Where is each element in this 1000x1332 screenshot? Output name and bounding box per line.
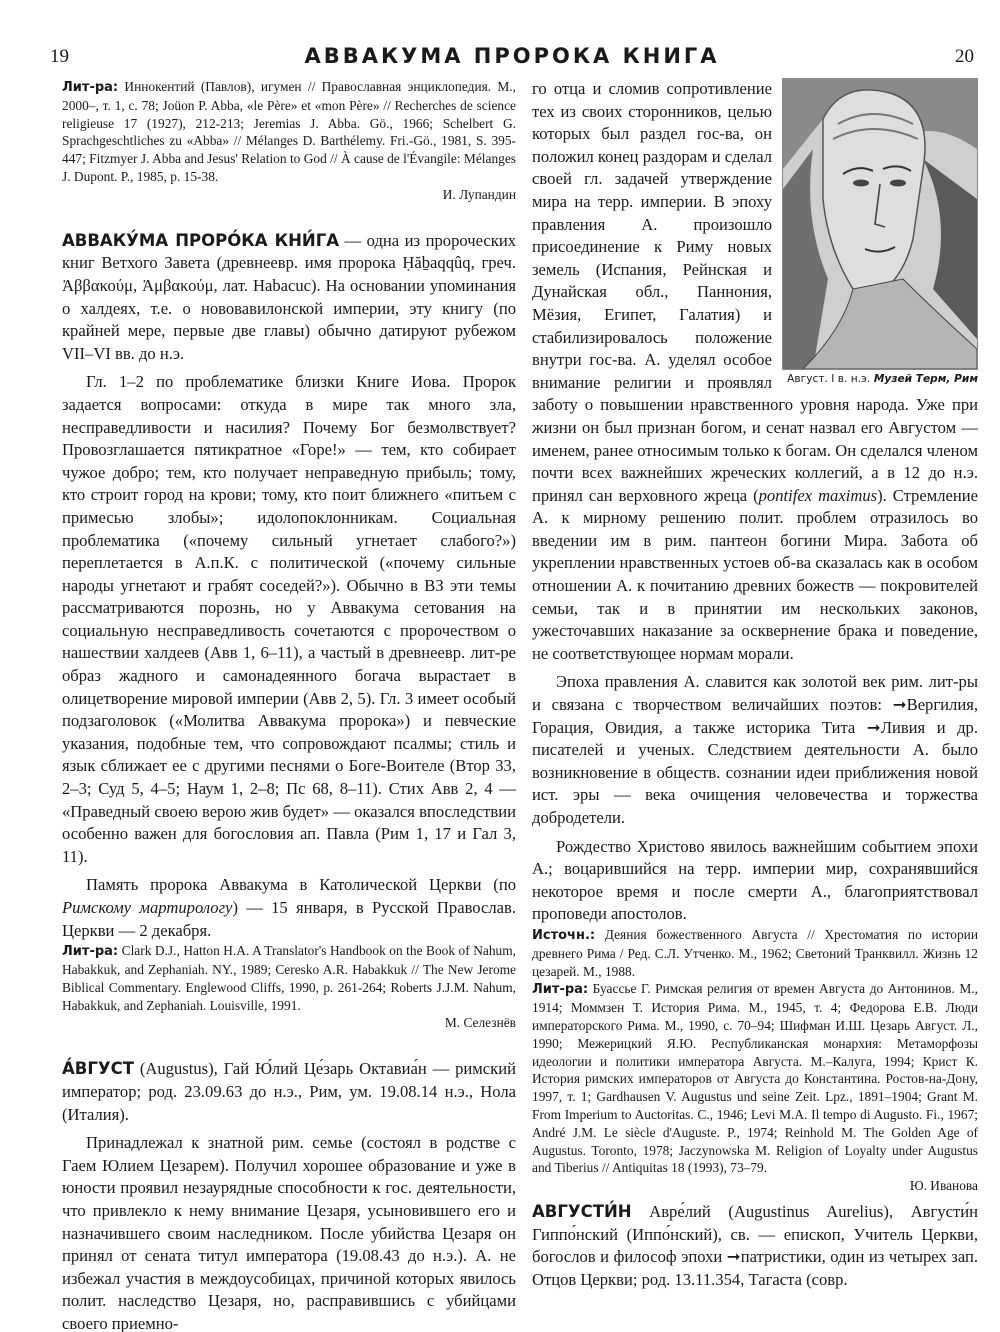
right-column xyxy=(532,78,978,1292)
article-heading-augustine: АВГУСТИ́Н xyxy=(532,1202,632,1222)
article-heading-habakkuk: АВВАКУ́МА ПРОРО́КА КНИ́ГА xyxy=(62,230,340,250)
literature-label: Лит-ра: xyxy=(62,944,119,960)
page-number-left: 19 xyxy=(50,46,69,67)
left-column xyxy=(62,78,516,1332)
running-title: АВВАКУМА ПРОРОКА КНИГА xyxy=(304,44,720,68)
literature-text: Иннокентий (Павлов), игумен // Православная энциклопедия. М., 2000–, т. 1, с. 78; Joüon P. Abba, «le Père» et «mon Père» // Recherches de science religieuse 17 (1927), 212-213; Jeremias J. Abba. Gö., 1966; Schelbert G. Sprachgeschtliches zu «Abba» // Mélanges D. Barthélemy. Fri.-Gö., 1981, S. 395-447; Fitzmyer J. Abba and Jesus' Relation to God // À cause de l'Évangile: Mélanges J. Dupont. P., 1985, p. 15-38. xyxy=(62,79,516,184)
augustus-intro-text: (Augustus), Гай Ю́лий Це́зарь Октавиа́н — римский император; род. 23.09.63 до н.э., Рим, ум. 19.08.14 н.э., Нола (Италия). xyxy=(62,1059,516,1124)
article-augustine-intro xyxy=(532,1201,978,1291)
sources-text: Деяния божественного Августа // Хрестоматия по истории древнего Рима / Ред. С.Л. Утченко. М., 1962; Светоний Транквилл. Жизнь 12 цезарей. М., 1988. xyxy=(532,926,978,979)
article-habakkuk-intro xyxy=(62,230,516,366)
sources-augustus xyxy=(532,926,978,980)
literature-text: Буассье Г. Римская религия от времен Августа до Антонинов. М., 1914; Моммзен Т. История Рима. М., 1945, т. 4; Федорова Е.В. Люди императорского Рима. М., 1990, с. 70–94; Шифман И.Ш. Цезарь Август. Л., 1990; Межерицкий Я.Ю. Республиканская монархия: Метаморфозы идеологии и политики императора Августа. М.–Калуга, 1994; Крист К. История римских императоров от Августа до Константина. Ростов-на-Дону, 1997, т. 1; Gardhausen V. Augustus und seine Zeit. Lpz., 1891–1904; Grant M. From Imperium to Auctoritas. C., 1946; Levi M.A. Il tempo di Augusto. Fi., 1967; André J.M. Le siècle d'Auguste. P., 1974; Reinhold M. The Golden Age of Augustus. Toronto, 1978; Jaczynowska M. Religion of Loyalty under Augustus and Tiberius // Antiquitas 18 (1993), 73–79. xyxy=(532,981,978,1176)
augustus-paragraph-nativity: Рождество Христово явилось важнейшим событием эпохи А.; воцарившийся на терр. империи мир, сохранявшийся некоторое время и после смерти А., благоприятствовал проповеди апостолов. xyxy=(532,836,978,924)
page-header xyxy=(50,44,974,72)
habakkuk-paragraph-3 xyxy=(62,874,516,942)
augustus-bust-photo-icon xyxy=(782,78,978,370)
author-signature: Ю. Иванова xyxy=(909,1178,978,1194)
p3-text-b: ) — 15 января, в Русской Православ. Церкви — 2 декабря. xyxy=(62,898,517,940)
article-heading-augustus: А́ВГУСТ xyxy=(62,1059,134,1079)
p1-text-a: го отца и сломив сопротивление тех из своих сторонников, целью которых был раздел гос-ва, он положил конец раздорам и сделал своей гл. задачей утверждение мира на терр. империи. В эпоху правления А. произошло присоединение к Риму новых земель (Испания, Рейнская и Дунайская обл., Паннония, Мёзия, Египет, Галатия) и стабилизировалось положение внутри гос-ва. А. уделял особое внимание религии и проявлял заботу о повышении нравственного уровня народа. Уже при жизни он был признан богом, и сенат назвал его Августом — именем, ранее относимым только к богам. Он сделался членом почти всех важнейших жреческих коллегий, а в 12 до н.э. принял сан верховного жреца ( xyxy=(532,79,978,505)
habakkuk-paragraph-2: Гл. 1–2 по проблематике близки Книге Иова. Пророк задается вопросами: откуда в мире так много зла, несправедливости и насилия? Почему Бог безмолвствует? Провозглашается пятикратное «Горе!» — тем, кто собирает чужое добро; тем, кто получает неправедную прибыль; тому, кто строит город на крови; тому, кто поит ближнего «питьем с примесью злобы»; идолопоклонникам. Социальная проблематика («почему сильный угнетает слабого?») переплетается в А.п.К. с политической («почему сильные народы угнетают и грабят соседей?»). Обычно в ВЗ эти темы рассматриваются порознь, но у Аввакума сетования на социальную несправедливость сочетаются с пророчеством о нашествии халдеев (Авв 1, 6–11), а частый в древнеевр. лит-ре образ жадного и самонадеянного богача вырастает в олицетворение мировой империи (Авв 2, 5). Гл. 3 имеет особый подзаголовок («Молитва Аввакума пророка») и певческие указания, подобные тем, что сопровождают псалмы; стиль и язык сближает ее с другими песнями о Боге-Воителе (Втор 33, 2–3; Суд 5, 4–5; Наум 1, 2–8; Пс 68, 8–11). Стих Авв 2, 4 — «Праведный своею верою жив будет» — оказался впоследствии особенно важен для богословия ап. Павла (Рим 1, 17 и Гал 3, 11). xyxy=(62,372,516,866)
literature-habakkuk xyxy=(62,942,516,1014)
literature-augustus xyxy=(532,980,978,1177)
author-signature: М. Селезнёв xyxy=(444,1015,516,1031)
caption-text-b: Музей Терм, Рим xyxy=(870,373,978,385)
p1-text-b: ). Стремление А. к мирному решению полит. проблем отразилось во введении им в рим. пантеон богини Мира. Забота об укреплении нравственных устоев об-ва сказалась как в особом отношении А. к почитанию древних божеств — покровителей семьи, так и в принятии им нескольких законов, ужесточавших наказание за осквернение брака и поведение, не соответствующее нормам морали. xyxy=(532,485,978,663)
literature-text: Clark D.J., Hatton H.A. A Translator's Handbook on the Book of Nahum, Habakkuk, and Zephaniah. NY., 1989; Ceresko A.R. Habakkuk // The New Jerome Biblical Commentary. Englewood Cliffs, 1990, p. 261-264; Roberts J.J.M. Nahum, Habakkuk, and Zephaniah. Louisville, 1991. xyxy=(62,943,516,1013)
p3-text-a: Память пророка Аввакума в Католической Церкви (по xyxy=(86,875,516,895)
figure-caption xyxy=(782,370,978,388)
p3-text-italic: Римскому мартирологу xyxy=(62,898,233,917)
augustine-intro-text: Авре́лий (Augustinus Aurelius), Августи́н Гиппо́нский (Иппо́нский), св. — епископ, Учитель Церкви, богослов и философ эпохи ➞патристики, один из четырех зап. Отцов Церкви; род. 13.11.354, Тагаста (совр. xyxy=(532,1202,978,1289)
literature-label: Лит-ра: xyxy=(62,80,119,95)
augustus-paragraph-2: Принадлежал к знатной рим. семье (состоял в родстве с Гаем Юлием Цезарем). Получил хорошее образование и уже в юности проявил незаурядные способности к гос. деятельности, что привлекло к нему внимание Цезаря, усыновившего его и назначившего своим наследником. После убийства Цезаря он принял от сената титул императора (19.08.43 до н.э.). А. не избежал участия в междоусобицах, причиной которых явилось полит. наследство Цезаря, но, расправившись с убийцами своего приемно- xyxy=(62,1133,516,1332)
literature-abba xyxy=(62,78,516,186)
caption-text-a: Август. I в. н.э. xyxy=(787,373,871,385)
augustus-paragraph-literature-age: Эпоха правления А. славится как золотой век рим. лит-ры и связана с творчеством величайших поэтов: ➞Вергилия, Горация, Овидия, а также историка Тита ➞Ливия и др. писателей и ученых. Следствием деятельности А. было возникновение в обществ. сознании идеи приближения новой ист. эры — века очищения человечества и торжества добродетели. xyxy=(532,672,978,827)
literature-label: Лит-ра: xyxy=(532,982,589,998)
figure-augustus xyxy=(782,78,978,392)
page-number-right: 20 xyxy=(955,46,974,67)
article-augustus-intro xyxy=(62,1058,516,1126)
author-signature: И. Лупандин xyxy=(442,186,516,202)
sources-label: Источн.: xyxy=(532,927,596,943)
habakkuk-intro-text: — одна из пророческих книг Ветхого Завета (древнеевр. имя пророка Ḥăḇaqqûq, греч. Ἀββακούμ, Ἀμβακούμ, лат. Habacuc). На основании упоминания о халдеях, т.е. о нововавилонской империи, эту книгу (по крайней мере, первые две главы) обычно датируют рубежом VII–VI вв. до н.э. xyxy=(62,230,516,363)
p1-text-italic: pontifex maximus xyxy=(758,485,878,505)
